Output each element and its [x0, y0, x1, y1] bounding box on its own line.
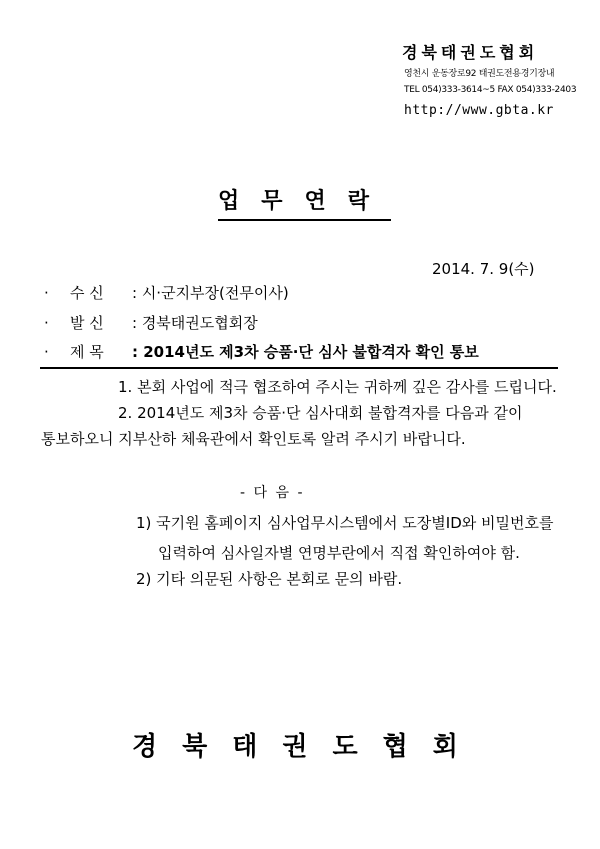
- recipient-row: [44, 282, 289, 303]
- bullet: ·: [44, 314, 49, 332]
- subject-value: : 2014년도 제3차 승품·단 심사 불합격자 확인 통보: [132, 343, 479, 361]
- body-paragraph-2-cont: 통보하오니 지부산하 체육관에서 확인토록 알려 주시기 바랍니다.: [41, 430, 466, 448]
- bullet: ·: [44, 284, 49, 302]
- document-title: 업무연락: [218, 184, 391, 221]
- org-contact: TEL 054)333-3614~5 FAX 054)333-2403: [404, 85, 577, 95]
- body-paragraph-1: 1. 본회 사업에 적극 협조하여 주시는 귀하께 깊은 감사를 드립니다.: [118, 378, 557, 396]
- subject-row: [44, 341, 479, 362]
- recipient-label: 수 신: [70, 284, 104, 302]
- org-name-header: 경북태권도협회: [402, 43, 539, 62]
- recipient-value: : 시·군지부장(전무이사): [132, 284, 289, 302]
- document-date: 2014. 7. 9(수): [432, 260, 535, 278]
- divider: [40, 367, 558, 369]
- sender-row: [44, 312, 258, 333]
- detail-item-1: 1) 국기원 홈페이지 심사업무시스템에서 도장별ID와 비밀번호를: [136, 514, 554, 532]
- footer-org-name: 경북태권도협회: [132, 732, 483, 762]
- org-website-link[interactable]: http://www.gbta.kr: [404, 103, 554, 118]
- detail-item-1-cont: 입력하여 심사일자별 연명부란에서 직접 확인하여야 함.: [158, 544, 520, 562]
- bullet: ·: [44, 343, 49, 361]
- body-paragraph-2: 2. 2014년도 제3차 승품·단 심사대회 불합격자를 다음과 같이: [118, 404, 523, 422]
- sender-label: 발 신: [70, 314, 104, 332]
- sender-value: : 경북태권도협회장: [132, 314, 258, 332]
- org-address: 영천시 운동장로92 태권도전용경기장내: [404, 69, 555, 79]
- detail-item-2: 2) 기타 의문된 사항은 본회로 문의 바람.: [136, 570, 403, 588]
- subject-label: 제 목: [70, 343, 104, 361]
- details-heading: - 다 음 -: [240, 485, 305, 501]
